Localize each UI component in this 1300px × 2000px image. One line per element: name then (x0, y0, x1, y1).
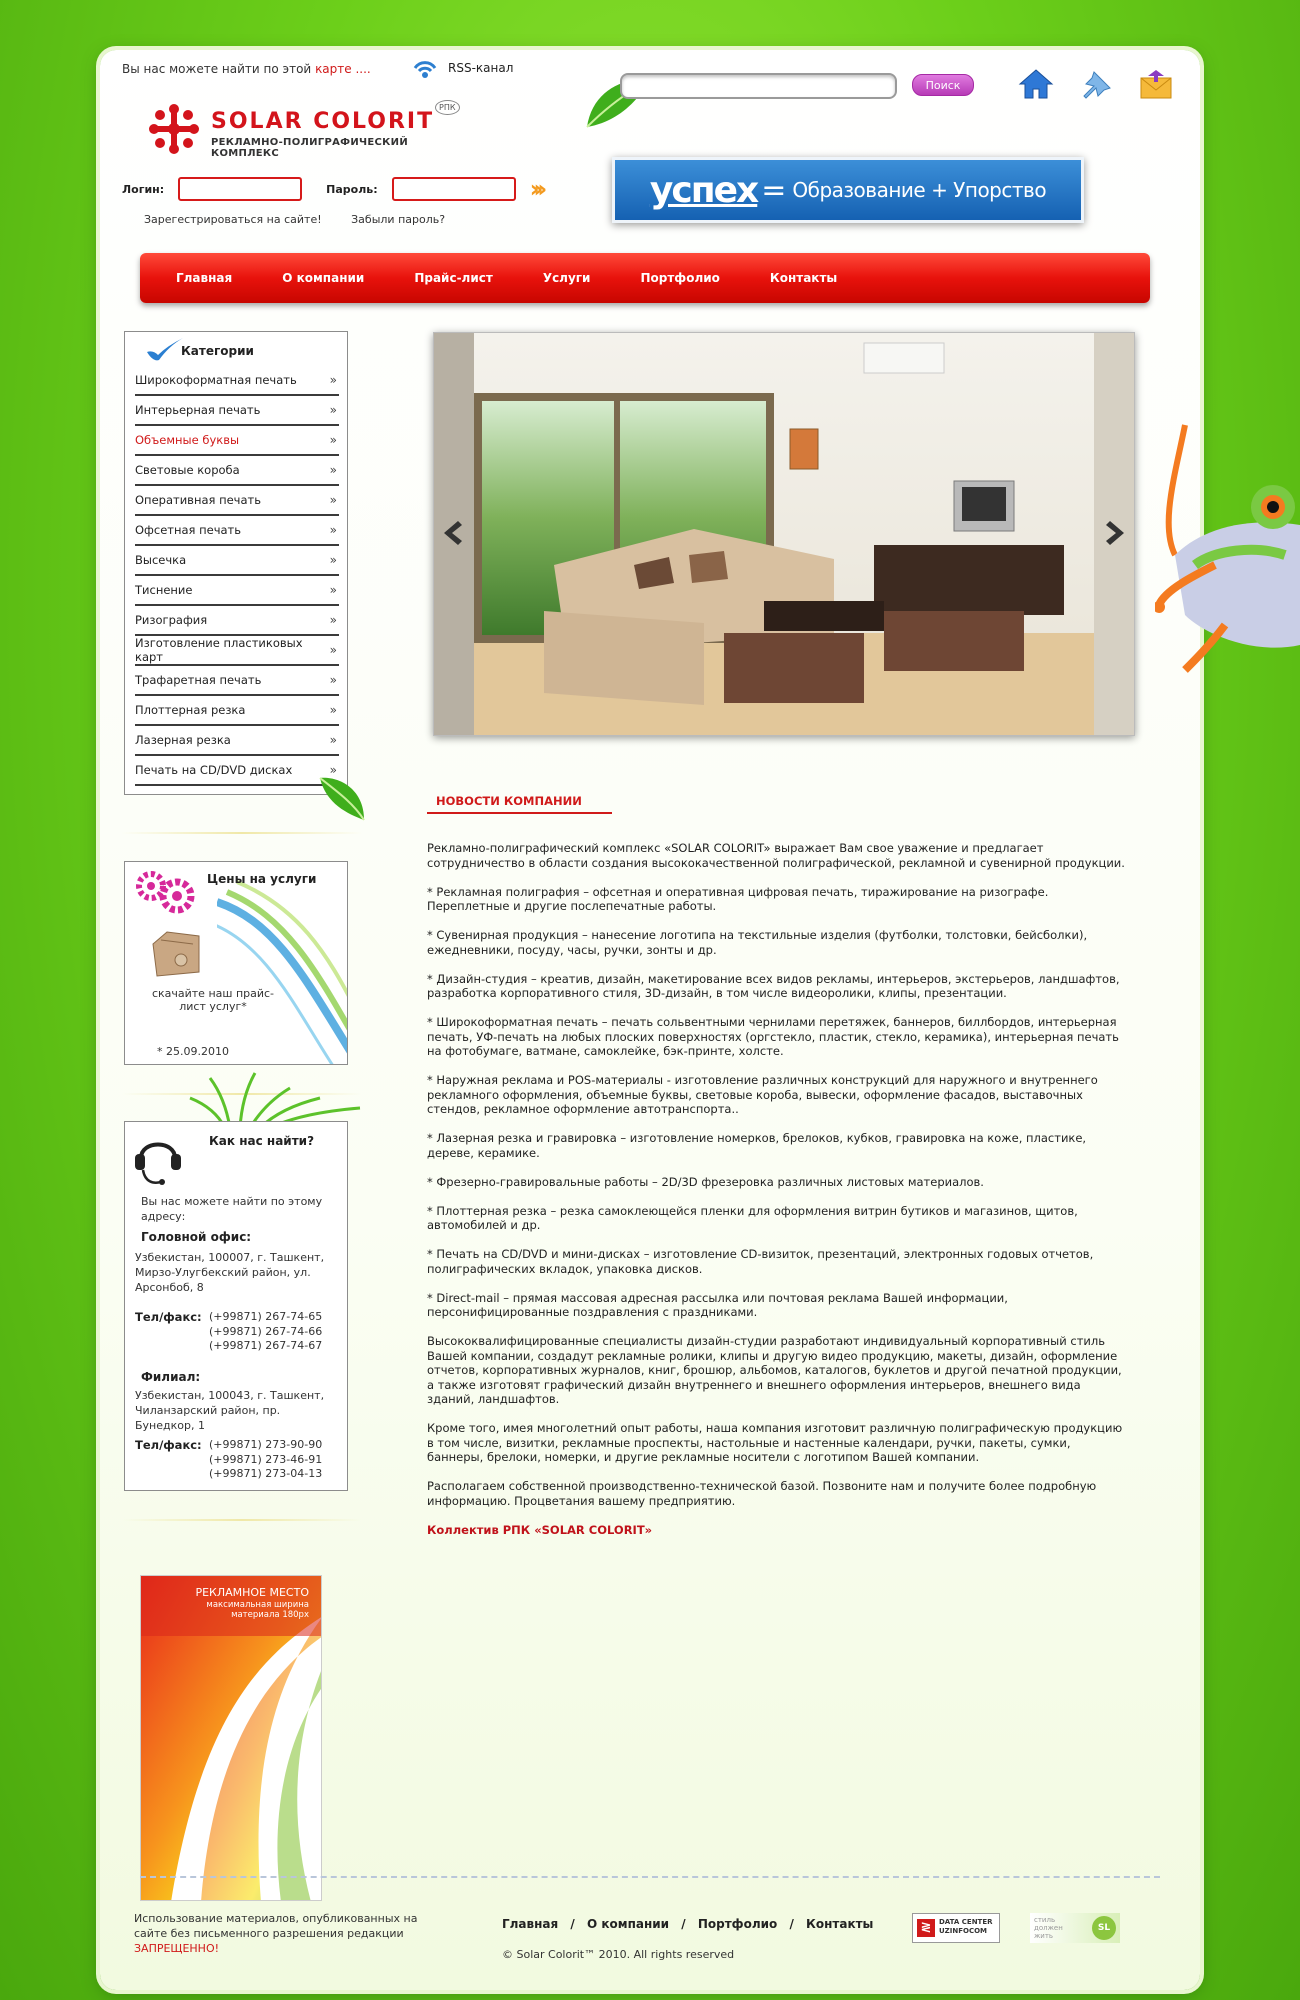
news-paragraph: * Широкоформатная печать – печать сольвентными чернилами перетяжек, баннеров, биллбордов, интерьерная печать, УФ-печать на любых плоских поверхностях (оргстекло, пластик, стекло, керамика), интерьерная печать на фотобумаге, ватмане, самоклейке, бэк-принте, холсте. (427, 1015, 1119, 1058)
login-submit-arrow-icon[interactable]: ››› (529, 175, 542, 203)
news-title-underline (427, 812, 612, 814)
ad-ribbon-image (141, 1576, 322, 1901)
news-paragraph: * Direct-mail – прямая массовая адресная рассылка или почтовая реклама Вашей информации, персонифицированные поздравления с праздниками. (427, 1290, 1008, 1319)
news-paragraph: * Рекламная полиграфия – офсетная и оперативная цифровая печать, тиражирование на ризографе. Переплетные и другие послепечатные работы. (427, 884, 1049, 913)
footer-nav-separator: / (789, 1917, 794, 1931)
footer-divider (140, 1876, 1160, 1878)
datacenter-line: UZINFOCOM (939, 1927, 988, 1935)
category-label: Объемные буквы (135, 433, 240, 447)
search-input[interactable] (620, 73, 897, 99)
chevron-right-icon: » (329, 583, 337, 597)
logo-mark-icon (145, 100, 203, 158)
footer-nav-about[interactable]: О компании (587, 1917, 670, 1931)
login-input[interactable] (178, 177, 302, 201)
ad-title: РЕКЛАМНОЕ МЕСТО (195, 1586, 309, 1599)
chevron-right-icon: » (329, 493, 337, 507)
nav-item-about[interactable]: О компании (282, 271, 365, 285)
category-label: Оперативная печать (135, 493, 261, 507)
chevron-right-icon: » (329, 673, 337, 687)
studio-badge: SL (1092, 1916, 1116, 1940)
forgot-password-link[interactable]: Забыли пароль? (351, 213, 446, 226)
nav-item-portfolio[interactable]: Портфолио (640, 271, 720, 285)
divider (122, 1519, 362, 1521)
login-label: Логин: (122, 182, 165, 196)
datacenter-logo[interactable] (912, 1913, 1000, 1943)
rss-label: RSS-канал (448, 61, 514, 75)
category-label: Ризография (135, 613, 208, 627)
category-item[interactable] (135, 396, 339, 426)
mail-icon[interactable] (1138, 66, 1174, 102)
grass-decoration-icon (170, 1068, 380, 1128)
category-label: Тиснение (135, 583, 193, 597)
category-item[interactable] (135, 756, 339, 786)
slider-prev-icon[interactable] (433, 513, 472, 553)
nav-item-contacts[interactable]: Контакты (769, 271, 838, 285)
gears-icon (133, 866, 199, 914)
ad-subtitle-line: максимальная ширина (206, 1600, 309, 1610)
chevron-right-icon: » (329, 733, 337, 747)
nav-item-pricelist[interactable]: Прайс-лист (414, 271, 493, 285)
nav-item-home[interactable]: Главная (176, 271, 233, 285)
password-label: Пароль: (326, 182, 378, 196)
banner-equals: = (761, 172, 787, 208)
chevron-right-icon: » (329, 433, 337, 447)
categories-panel (124, 331, 348, 795)
contacts-intro: Вы нас можете найти по этому адресу: (141, 1195, 323, 1223)
phone-number[interactable]: (+99871) 267-74-67 (209, 1339, 323, 1352)
studio-logo[interactable] (1030, 1913, 1120, 1943)
frog-mascot-icon (1155, 415, 1300, 675)
head-office-phones (209, 1310, 322, 1354)
news-paragraph: Кроме того, имея многолетний опыт работы, наша компания изготовит различную полиграфическую продукцию в том числе, визитки, рекламные проспекты, настольные и настенные календари, ручки, пакеты, сумки, баннеры, брелоки, номерки, и другие рекламные носители с логотипом Вашей компании. (427, 1421, 1123, 1464)
rss-icon (410, 56, 440, 80)
slider-next-icon[interactable] (1096, 513, 1135, 553)
logo-subtitle: РЕКЛАМНО-ПОЛИГРАФИЧЕСКИЙ КОМПЛЕКС (211, 137, 408, 159)
phone-number[interactable]: (+99871) 267-74-65 (209, 1310, 323, 1323)
waves-decoration-icon (217, 862, 348, 1065)
news-paragraph: * Сувенирная продукция – нанесение логотипа на текстильные изделия (футболки, толстовки, бейсболки), ежедневники, посуду, часы, ручки, зонты и др. (427, 928, 1088, 957)
category-item[interactable] (135, 456, 339, 486)
phone-number[interactable]: (+99871) 273-04-13 (209, 1467, 323, 1480)
category-item[interactable] (135, 696, 339, 726)
branch-address: Узбекистан, 100043, г. Ташкент, Чиланзарский район, пр. Бунедкор, 1 (135, 1389, 325, 1432)
chevron-right-icon: » (329, 523, 337, 537)
chevron-right-icon: » (329, 553, 337, 567)
category-item[interactable] (135, 666, 339, 696)
news-title: НОВОСТИ КОМПАНИИ (436, 794, 582, 808)
ad-subtitle-line: материала 180px (231, 1610, 309, 1620)
chevron-right-icon: » (329, 703, 337, 717)
login-form (122, 175, 541, 203)
divider (122, 832, 362, 834)
find-us-line (122, 62, 371, 76)
category-item[interactable] (135, 426, 339, 456)
main-nav (140, 253, 1150, 303)
ad-placeholder[interactable] (140, 1575, 322, 1901)
category-label: Печать на CD/DVD дисках (135, 763, 293, 777)
news-paragraph: * Плоттерная резка – резка самоклеющейся пленки для оформления витрин бутиков и магазинов, щитов, автомобилей и др. (427, 1203, 1078, 1232)
category-label: Офсетная печать (135, 523, 242, 537)
slogan-banner[interactable] (612, 157, 1084, 223)
news-signature: Коллектив РПК «SOLAR COLORIT» (427, 1522, 653, 1537)
category-label: Лазерная резка (135, 733, 231, 747)
prices-download-text[interactable]: скачайте наш прайс-лист услуг* (151, 987, 275, 1013)
map-link[interactable]: карте .... (315, 62, 371, 76)
category-label: Трафаретная печать (135, 673, 262, 687)
categories-list (135, 366, 339, 786)
category-label: Широкоформатная печать (135, 373, 297, 387)
folder-icon[interactable] (147, 922, 207, 982)
footer-nav-portfolio[interactable]: Портфолио (697, 1917, 778, 1931)
chevron-right-icon: » (329, 373, 337, 387)
chevron-right-icon: » (329, 763, 337, 777)
news-paragraph: * Лазерная резка и гравировка – изготовление номерков, брелоков, кубков, гравировка на коже, пластике, дереве, керамике. (427, 1131, 1087, 1160)
auth-links (144, 213, 445, 226)
footer-nav-separator: / (570, 1917, 575, 1931)
chevron-right-icon: » (329, 643, 337, 657)
site-logo[interactable] (145, 95, 465, 165)
chevron-right-icon: » (329, 613, 337, 627)
living-room-photo (434, 333, 1135, 736)
datacenter-mark-icon: ≷ (917, 1919, 935, 1937)
category-label: Изготовление пластиковых карт (135, 636, 303, 664)
category-label: Плоттерная резка (135, 703, 246, 717)
category-item[interactable] (135, 366, 339, 396)
phone-number[interactable]: (+99871) 267-74-66 (209, 1324, 323, 1338)
category-item[interactable] (135, 606, 339, 636)
datacenter-line: DATA CENTER (939, 1918, 993, 1926)
footer-notice-text: Использование материалов, опубликованных на сайте без письменного разрешения редакции (134, 1912, 418, 1940)
contacts-panel (124, 1121, 348, 1491)
news-paragraph: Рекламно-полиграфический комплекс «SOLAR COLORIT» выражает Вам свое уважение и предлагает сотрудничество в области создания высококачественной полиграфической, рекламной и сувенирной продукции. (427, 841, 1125, 870)
search-button[interactable]: Поиск (912, 74, 974, 96)
category-label: Интерьерная печать (135, 403, 261, 417)
category-item[interactable] (135, 726, 339, 756)
category-label: Высечка (135, 553, 187, 567)
logo-name: SOLAR COLORIT (211, 109, 435, 134)
nav-item-services[interactable]: Услуги (542, 271, 591, 285)
head-office-tel-label: Тел/факс: (135, 1310, 202, 1324)
footer-nav-home[interactable]: Главная (502, 1917, 559, 1931)
page-container (100, 50, 1200, 1990)
headset-icon (131, 1128, 185, 1188)
branch-label: Филиал: (141, 1370, 201, 1384)
footer-nav-contacts[interactable]: Контакты (806, 1917, 874, 1931)
prices-panel[interactable] (124, 861, 348, 1065)
password-input[interactable] (392, 177, 516, 201)
news-paragraph: Располагаем собственной производственно-технической базой. Позвоните нам и получите более подробную информацию. Процветания вашему предприятию. (427, 1479, 1097, 1508)
head-office-label: Головной офис: (141, 1230, 252, 1244)
footer-nav (502, 1917, 873, 1931)
footer-nav-separator: / (681, 1917, 686, 1931)
chevron-right-icon: » (329, 463, 337, 477)
prices-title: Цены на услуги (207, 872, 317, 886)
logo-badge: РПК (435, 100, 460, 115)
phone-number[interactable]: (+99871) 273-46-91 (209, 1452, 323, 1466)
find-us-text: Вы нас можете найти по этой (122, 62, 312, 76)
category-item[interactable] (135, 576, 339, 606)
home-icon[interactable] (1018, 66, 1054, 102)
prices-date: * 25.09.2010 (157, 1045, 229, 1058)
branch-tel-label: Тел/факс: (135, 1438, 202, 1452)
categories-title: Категории (181, 344, 254, 358)
checkmark-icon (145, 336, 185, 364)
news-paragraph: * Наружная реклама и POS-материалы - изготовление различных конструкций для наружного и внутреннего рекламного оформления, объемные буквы, световые короба, вывески, оформление фасадов, выставочных стендов, рекламное оформление автотранспорта.. (427, 1073, 1098, 1116)
category-item[interactable] (135, 486, 339, 516)
head-office-address: Узбекистан, 100007, г. Ташкент, Мирзо-Улугбекский район, ул. Арсонбоб, 8 (135, 1251, 325, 1294)
news-paragraph: * Печать на CD/DVD и мини-дисках – изготовление CD-визиток, презентаций, электронных годовых отчетов, полиграфических вкладок, упаковка дисков. (427, 1247, 1094, 1276)
category-item[interactable] (135, 636, 339, 666)
image-slider[interactable] (433, 332, 1135, 736)
news-paragraph: * Фрезерно-гравировальные работы – 2D/3D фрезеровка различных листовых материалов. (427, 1174, 984, 1189)
news-paragraph: Высококвалифицированные специалисты дизайн-студии разработают индивидуальный корпоративный стиль Вашей компании, создадут рекламные ролики, клипы и другую видео продукцию, макеты, дизайн, оформление отчетов, корпоративных журналов, книг, брошюр, альбомов, каталогов, буклетов и другой печатной продукции, а также изготовят графический дизайн внутреннего и внешнего оформления интерьеров, внешнего вида зданий, ландшафтов. (427, 1334, 1122, 1406)
register-link[interactable]: Зарегестрироваться на сайте! (144, 213, 322, 226)
banner-big-word: успех (649, 169, 758, 211)
banner-rest: Образование + Упорство (792, 178, 1047, 202)
news-body (427, 841, 1127, 1552)
studio-slogan: стиль должен жить (1034, 1916, 1063, 1940)
category-label: Световые короба (135, 463, 240, 477)
phone-number[interactable]: (+99871) 273-90-90 (209, 1438, 323, 1451)
footer-notice (134, 1911, 424, 1956)
ad-subtitle (206, 1600, 309, 1620)
rss-link[interactable] (410, 56, 513, 80)
branch-phones (209, 1438, 322, 1482)
footer-notice-warning: ЗАПРЕЩЕННО! (134, 1942, 220, 1955)
pin-icon[interactable] (1080, 66, 1116, 102)
news-paragraph: * Дизайн-студия – креатив, дизайн, макетирование всех видов рекламы, интерьеров, экстерьеров, ландшафтов, разработка корпоративного стиля, 3D-дизайн, в том числе видеоролики, клипы, презентации. (427, 971, 1120, 1000)
leaf-decoration-icon (318, 774, 368, 824)
contacts-title: Как нас найти? (209, 1134, 315, 1148)
chevron-right-icon: » (329, 403, 337, 417)
copyright: © Solar Colorit™ 2010. All rights reserved (502, 1948, 735, 1961)
category-item[interactable] (135, 546, 339, 576)
category-item[interactable] (135, 516, 339, 546)
